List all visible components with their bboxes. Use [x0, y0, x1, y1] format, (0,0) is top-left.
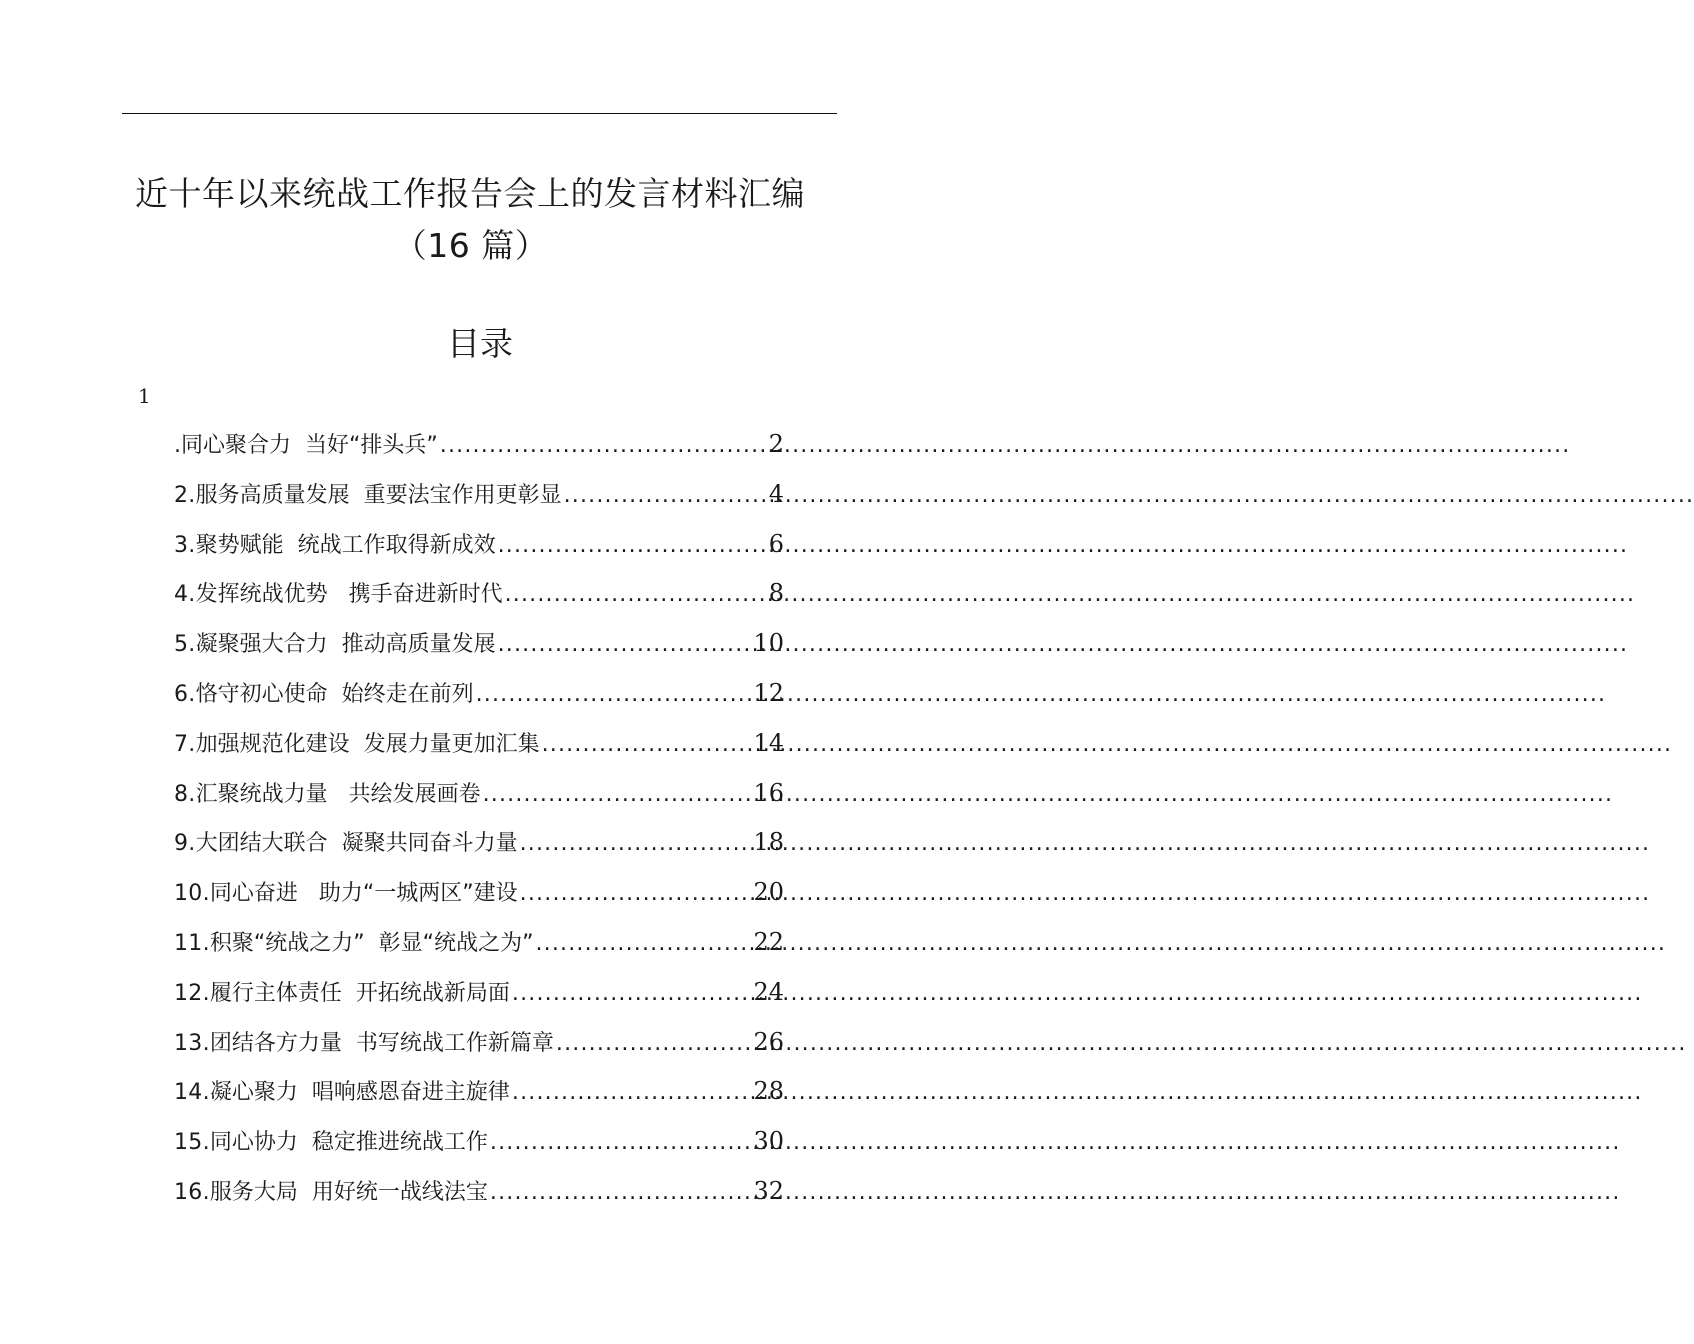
toc-leader-dots: [520, 869, 752, 919]
toc-entry-number: 7.: [174, 731, 196, 757]
toc-leader-dots: [520, 819, 752, 869]
toc-page-number: 32: [753, 1176, 784, 1205]
toc-entry-title: 团结各方力量 书写统战工作新篇章: [209, 1030, 554, 1056]
document-subtitle: （16 篇）: [393, 226, 549, 265]
toc-page-number: 12: [753, 678, 784, 707]
toc-entry-6[interactable]: [174, 669, 784, 719]
toc-page-number: 16: [753, 778, 784, 807]
toc-leader-dots: [476, 670, 752, 720]
toc-entry-title: 恪守初心使命 始终走在前列: [195, 681, 474, 707]
toc-leader-dots: [564, 471, 767, 521]
toc-entry-title: 凝聚强大合力 推动高质量发展: [195, 632, 496, 658]
toc-page-number: 26: [753, 1027, 784, 1056]
toc-entry-title: 加强规范化建设 发展力量更加汇集: [195, 731, 540, 757]
toc-entry-11[interactable]: [174, 918, 784, 968]
toc-leader-dots: [512, 969, 752, 1019]
toc-entry-1[interactable]: [174, 420, 784, 470]
toc-heading: 目录: [447, 324, 513, 363]
toc-entry-title: .同心聚合力 当好“排头兵”: [174, 433, 438, 458]
toc-page-number: 8: [768, 579, 784, 608]
toc-page-number: 24: [753, 977, 784, 1006]
toc-entry-number: 15.: [174, 1130, 210, 1156]
toc-entry-number: 5.: [174, 632, 196, 658]
toc-entry-title: 发挥统战优势 携手奋进新时代: [195, 582, 503, 608]
toc-entry-number: 8.: [174, 781, 196, 807]
toc-entry-14[interactable]: [174, 1067, 784, 1117]
toc-entry-number: 10.: [174, 881, 210, 907]
toc-page-number: 4: [768, 479, 784, 508]
toc-entry-number: 4.: [174, 582, 196, 608]
header-rule: [122, 113, 837, 114]
toc-entry-9[interactable]: [174, 818, 784, 868]
toc-entry-10[interactable]: [174, 868, 784, 918]
toc-entry-number: 11.: [174, 930, 210, 956]
toc-entry-number: 9.: [174, 831, 196, 857]
list-marker: 1: [138, 384, 151, 408]
document-title: 近十年以来统战工作报告会上的发言材料汇编: [135, 174, 805, 213]
toc-page-number: 6: [768, 529, 784, 558]
toc-page-number: 20: [753, 878, 784, 907]
toc-entry-number: 3.: [174, 532, 196, 558]
toc-page-number: 22: [753, 927, 784, 956]
toc-page-number: 10: [753, 629, 784, 658]
toc-leader-dots: [498, 620, 752, 670]
toc-entry-title: 服务大局 用好统一战线法宝: [209, 1179, 488, 1205]
toc-entry-number: 6.: [174, 681, 196, 707]
toc-entry-title: 汇聚统战力量 共绘发展画卷: [195, 781, 481, 807]
toc-entry-title: 凝心聚力 唱响感恩奋进主旋律: [209, 1080, 510, 1106]
toc-entry-4[interactable]: [174, 569, 784, 619]
toc-entry-8[interactable]: [174, 769, 784, 819]
toc-entry-5[interactable]: [174, 619, 784, 669]
toc-entry-7[interactable]: [174, 719, 784, 769]
toc-entry-title: 履行主体责任 开拓统战新局面: [209, 980, 510, 1006]
toc-entry-15[interactable]: [174, 1117, 784, 1167]
toc-entry-number: 13.: [174, 1030, 210, 1056]
toc-entry-title: 大团结大联合 凝聚共同奋斗力量: [195, 831, 518, 857]
toc-entry-number: 16.: [174, 1179, 210, 1205]
toc-entry-13[interactable]: [174, 1018, 784, 1068]
toc-leader-dots: [490, 1168, 752, 1218]
toc-entry-title: 服务高质量发展 重要法宝作用更彰显: [195, 482, 562, 508]
toc-leader-dots: [556, 1019, 752, 1069]
toc-page-number: 2: [768, 430, 784, 458]
toc-entry-12[interactable]: [174, 968, 784, 1018]
toc-leader-dots: [512, 1068, 752, 1118]
toc-leader-dots: [483, 770, 752, 820]
table-of-contents: [174, 420, 784, 1217]
toc-leader-dots: [542, 720, 752, 770]
toc-page-number: 14: [753, 728, 784, 757]
toc-entry-number: 2.: [174, 482, 196, 508]
toc-page-number: 18: [753, 828, 784, 857]
toc-entry-number: 14.: [174, 1080, 210, 1106]
toc-entry-number: 12.: [174, 980, 210, 1006]
toc-leader-dots: [440, 421, 767, 471]
toc-leader-dots: [505, 570, 767, 620]
toc-leader-dots: [490, 1118, 752, 1168]
toc-entry-3[interactable]: [174, 520, 784, 570]
toc-entry-title: 积聚“统战之力” 彰显“统战之为”: [209, 930, 534, 956]
toc-entry-16[interactable]: [174, 1167, 784, 1217]
toc-page-number: 28: [753, 1077, 784, 1106]
toc-entry-2[interactable]: [174, 470, 784, 520]
toc-page-number: 30: [753, 1127, 784, 1156]
toc-leader-dots: [535, 919, 751, 969]
toc-entry-title: 聚势赋能 统战工作取得新成效: [195, 532, 496, 558]
toc-entry-title: 同心奋进 助力“一城两区”建设: [209, 881, 518, 907]
toc-entry-title: 同心协力 稳定推进统战工作: [209, 1130, 488, 1156]
toc-leader-dots: [498, 521, 767, 571]
